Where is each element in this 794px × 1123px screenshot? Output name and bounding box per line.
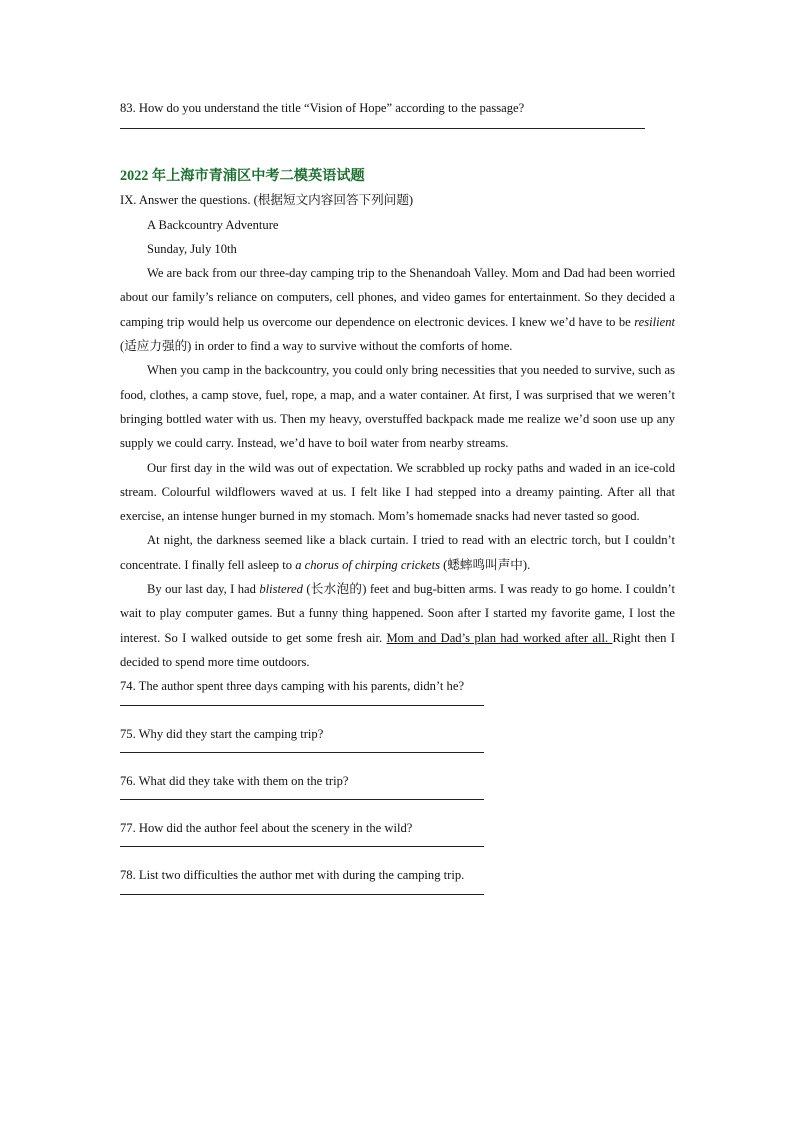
- paragraph-5: [120, 577, 675, 674]
- paragraph-5-text-b: (长水泡的) feet and bug-bitten arms. I was ready to go home. I couldn’t wait to play computer games. But a funny thing happened. Soon after I started my favorite game, I lost the interest. So I walked outside to get some fresh air.: [120, 582, 675, 645]
- paragraph-1-text-a: We are back from our three-day camping trip to the Shenandoah Valley. Mom and Dad had been worried about our family’s reliance on computers, cell phones, and video games for entertainment. So they decided a camping trip would help us overcome our dependence on electronic devices. I knew we’d have to be: [120, 266, 675, 329]
- passage-date: Sunday, July 10th: [147, 241, 237, 256]
- question-76: 76. What did they take with them on the trip?: [120, 773, 349, 788]
- paragraph-1-italic: resilient: [634, 314, 675, 329]
- section-title: 2022 年上海市青浦区中考二模英语试题: [120, 168, 365, 185]
- paragraph-4-italic: a chorus of chirping crickets: [295, 557, 440, 572]
- paragraph-5-text-c: Right then I decided to spend more time outdoors.: [120, 630, 675, 669]
- content: [120, 96, 675, 895]
- question-74: 74. The author spent three days camping with his parents, didn’t he?: [120, 679, 465, 694]
- instruction: IX. Answer the questions. (根据短文内容回答下列问题): [120, 193, 414, 208]
- paragraph-2: When you camp in the backcountry, you could only bring necessities that you needed to survive, such as food, clothes, a camp stove, fuel, rope, a map, and a water container. At first, I was surprised that we weren’t bringing bottled water with us. Then my heavy, overstuffed backpack made me realize we’d soon use up any supply we could carry. Instead, we’d have to boil water from nearby streams.: [120, 363, 675, 451]
- question-75-block: [120, 722, 675, 753]
- paragraph-4-text-b: (蟋蟀鸣叫声中).: [440, 557, 531, 572]
- question-77-block: [120, 816, 675, 847]
- paragraph-1: [120, 261, 675, 358]
- paragraph-5-underlined: Mom and Dad’s plan had worked after all.: [386, 630, 613, 645]
- answer-line-78: [120, 894, 484, 895]
- paragraph-1-text-b: (适应力强的) in order to find a way to survive without the comforts of home.: [120, 339, 513, 354]
- paragraph-5-text-a: By our last day, I had: [147, 582, 260, 597]
- question-74-block: [120, 674, 675, 705]
- paragraph-4: [120, 528, 675, 577]
- paragraph-4-text-a: At night, the darkness seemed like a black curtain. I tried to read with an electric torch, but I couldn’t concentrate. I finally fell asleep to: [120, 533, 675, 572]
- paragraph-3: Our first day in the wild was out of expectation. We scrabbled up rocky paths and waded in an ice-cold stream. Colourful wildflowers waved at us. I felt like I had stepped into a dreamy painting. After all that exercise, an intense hunger burned in my stomach. Mom’s homemade snacks had never tasted so good.: [120, 460, 675, 524]
- question-77: 77. How did the author feel about the scenery in the wild?: [120, 821, 413, 836]
- answer-line-83: [120, 128, 645, 129]
- question-75: 75. Why did they start the camping trip?: [120, 726, 324, 741]
- paragraph-5-italic: blistered: [259, 582, 303, 597]
- passage-title: A Backcountry Adventure: [147, 217, 279, 232]
- question-83: 83. How do you understand the title “Vision of Hope” according to the passage?: [120, 101, 525, 115]
- question-76-block: [120, 769, 675, 800]
- question-78: 78. List two difficulties the author met with during the camping trip.: [120, 868, 465, 883]
- question-78-block: [120, 863, 675, 894]
